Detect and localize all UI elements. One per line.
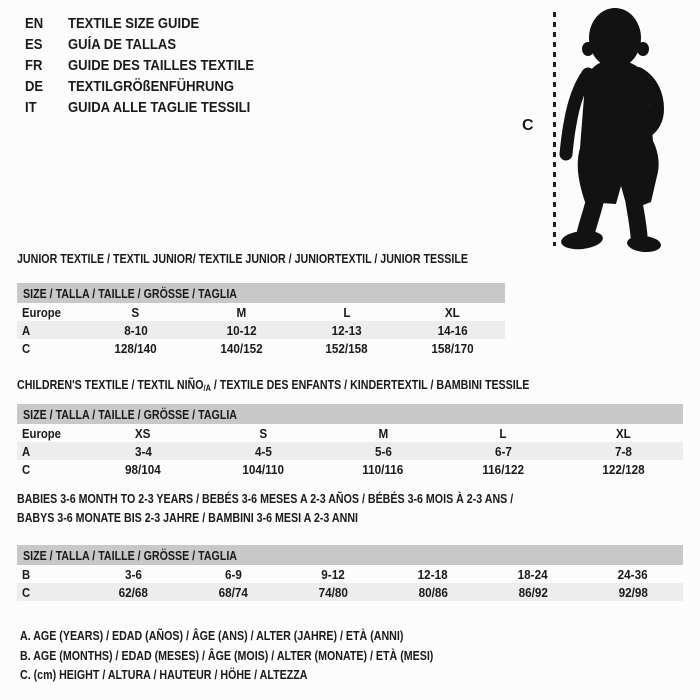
- table-row: [17, 583, 683, 601]
- language-row: [25, 55, 282, 76]
- text-label: SIZE / TALLA / TAILLE / GRÖSSE / TAGLIA: [23, 285, 237, 301]
- table-cell: [323, 444, 443, 459]
- table-body: [17, 565, 683, 601]
- measure-label-c: C: [522, 117, 534, 134]
- table-cell: [383, 585, 483, 600]
- table-cell: [294, 305, 400, 320]
- table-cell: [83, 305, 189, 320]
- text-label: 3-6: [124, 566, 142, 582]
- junior-textile-section: [17, 249, 505, 357]
- text-label: C: [22, 340, 31, 356]
- table-cell: [400, 341, 506, 356]
- text-label: M: [236, 304, 247, 320]
- row-label: [17, 585, 83, 600]
- childrens-size-table: [17, 404, 683, 478]
- table-cell: [323, 462, 443, 477]
- title-part: /A: [203, 383, 211, 393]
- table-title-line: [17, 375, 683, 394]
- table-title-line: [17, 489, 683, 508]
- text-label: SIZE / TALLA / TAILLE / GRÖSSE / TAGLIA: [23, 547, 237, 563]
- table-row: [17, 424, 683, 442]
- text-label: IT: [25, 99, 37, 116]
- text-label: 18-24: [518, 566, 548, 582]
- text-label: Europe: [22, 425, 61, 441]
- text-label: 140/152: [220, 340, 263, 356]
- table-cell: [583, 585, 683, 600]
- table-title-text: [17, 375, 529, 398]
- table-cell: [83, 341, 189, 356]
- language-code: [25, 57, 68, 74]
- language-title: [68, 15, 219, 32]
- table-cell: [443, 444, 563, 459]
- text-label: 110/116: [362, 461, 404, 477]
- text-label: L: [343, 304, 351, 320]
- text-label: S: [259, 425, 267, 441]
- text-label: Europe: [22, 304, 61, 320]
- table-cell: [283, 585, 383, 600]
- text-label: 12-13: [331, 322, 362, 338]
- table-cell: [83, 426, 203, 441]
- text-label: FR: [25, 57, 43, 74]
- language-title: [68, 99, 277, 116]
- table-cell: [183, 567, 283, 582]
- table-cell: [483, 585, 583, 600]
- text-label: 3-4: [134, 443, 152, 459]
- row-label: [17, 462, 83, 477]
- text-label: XL: [615, 425, 631, 441]
- text-label: GUÍA DE TALLAS: [68, 36, 177, 53]
- table-cell: [203, 444, 323, 459]
- text-label: C. (cm) HEIGHT / ALTURA / HAUTEUR / HÖHE / ALTEZZA: [20, 667, 308, 682]
- title-part: CHILDREN'S TEXTILE / TEXTIL NIÑO: [17, 377, 204, 392]
- table-cell: [443, 462, 563, 477]
- title-part: / TEXTILE DES ENFANTS / KINDERTEXTIL / BAMBINI TESSILE: [210, 377, 530, 392]
- text-label: SIZE / TALLA / TAILLE / GRÖSSE / TAGLIA: [23, 406, 237, 422]
- size-header-bar: [17, 404, 683, 424]
- text-label: A: [22, 443, 31, 459]
- table-cell: [189, 305, 295, 320]
- baby-silhouette-image: [558, 6, 692, 252]
- row-label: [17, 444, 83, 459]
- table-body: [17, 424, 683, 478]
- text-label: XL: [444, 304, 460, 320]
- table-cell: [294, 323, 400, 338]
- language-row: [25, 97, 282, 118]
- language-row: [25, 13, 282, 34]
- text-label: 92/98: [618, 584, 648, 600]
- text-label: B. AGE (MONTHS) / EDAD (MESES) / ÂGE (MOIS) / ALTER (MONATE) / ETÀ (MESI): [20, 647, 434, 663]
- table-cell: [203, 426, 323, 441]
- text-label: C: [22, 584, 31, 600]
- footnote-line: [20, 626, 524, 646]
- text-label: L: [499, 425, 507, 441]
- table-title-text: [17, 249, 468, 268]
- junior-table-title: [17, 249, 505, 268]
- table-title-text: [17, 508, 358, 527]
- table-cell: [563, 462, 683, 477]
- text-label: 74/80: [318, 584, 348, 600]
- table-cell: [83, 462, 203, 477]
- text-label: 80/86: [418, 584, 448, 600]
- text-label: TEXTILGRÖßENFÜHRUNG: [68, 78, 235, 95]
- language-list: [25, 13, 282, 118]
- table-cell: [83, 323, 189, 338]
- language-row: [25, 76, 282, 97]
- table-cell: [183, 585, 283, 600]
- size-header-bar: [17, 283, 505, 303]
- table-cell: [294, 341, 400, 356]
- text-label: ES: [25, 36, 43, 53]
- text-label: 158/170: [431, 340, 474, 356]
- row-label: [17, 426, 83, 441]
- babies-size-table: [17, 545, 683, 601]
- table-cell: [283, 567, 383, 582]
- table-cell: [583, 567, 683, 582]
- size-header-bar: [17, 545, 683, 565]
- text-label: XS: [135, 425, 151, 441]
- text-label: 4-5: [254, 443, 272, 459]
- text-label: C: [22, 461, 31, 477]
- junior-size-table: [17, 283, 505, 357]
- table-row: [17, 303, 505, 321]
- table-cell: [563, 426, 683, 441]
- text-label: 62/68: [118, 584, 148, 600]
- table-row: [17, 339, 505, 357]
- babies-table-title: [17, 489, 683, 527]
- language-code: [25, 99, 68, 116]
- table-cell: [203, 462, 323, 477]
- text-label: 152/158: [325, 340, 368, 356]
- table-row: [17, 460, 683, 478]
- text-label: S: [131, 304, 140, 320]
- table-cell: [83, 567, 183, 582]
- text-label: 12-18: [418, 566, 448, 582]
- table-cell: [383, 567, 483, 582]
- language-title: [68, 57, 282, 74]
- text-label: B: [22, 566, 31, 582]
- text-label: 8-10: [124, 322, 148, 338]
- text-label: 5-6: [374, 443, 392, 459]
- language-code: [25, 78, 68, 95]
- text-label: 14-16: [437, 322, 468, 338]
- text-label: A. AGE (YEARS) / EDAD (AÑOS) / ÂGE (ANS) / ALTER (JAHRE) / ETÀ (ANNI): [20, 628, 404, 643]
- text-label: 6-7: [494, 443, 512, 459]
- text-label: 86/92: [518, 584, 548, 600]
- text-label: 7-8: [614, 443, 632, 459]
- table-cell: [189, 341, 295, 356]
- table-title-line: [17, 508, 683, 527]
- table-row: [17, 442, 683, 460]
- footnote-line: [20, 665, 524, 685]
- row-label: [17, 341, 83, 356]
- text-label: DE: [25, 78, 44, 95]
- table-row: [17, 321, 505, 339]
- table-cell: [189, 323, 295, 338]
- title-part: JUNIOR TEXTILE / TEXTIL JUNIOR/ TEXTILE JUNIOR / JUNIORTEXTIL / JUNIOR TESSILE: [17, 251, 468, 266]
- table-cell: [483, 567, 583, 582]
- text-label: 104/110: [242, 461, 284, 477]
- text-label: 116/122: [482, 461, 524, 477]
- row-label: [17, 305, 83, 320]
- text-label: EN: [25, 15, 44, 32]
- text-label: 6-9: [224, 566, 242, 582]
- table-title-text: [17, 489, 513, 508]
- table-cell: [83, 444, 203, 459]
- text-label: TEXTILE SIZE GUIDE: [68, 15, 200, 32]
- height-measure-dashed-line: [553, 12, 556, 246]
- text-label: 10-12: [226, 322, 257, 338]
- text-label: 68/74: [218, 584, 248, 600]
- table-body: [17, 303, 505, 357]
- table-cell: [400, 323, 506, 338]
- row-label: [17, 323, 83, 338]
- table-cell: [443, 426, 563, 441]
- language-title: [68, 36, 192, 53]
- text-label: 24-36: [618, 566, 648, 582]
- language-row: [25, 34, 282, 55]
- text-label: A: [22, 322, 31, 338]
- title-part: BABYS 3-6 MONATE BIS 2-3 JAHRE / BAMBINI 3-6 MESI A 2-3 ANNI: [17, 510, 358, 525]
- footnotes: [20, 626, 524, 685]
- table-cell: [83, 585, 183, 600]
- table-cell: [323, 426, 443, 441]
- language-code: [25, 15, 68, 32]
- text-label: 128/140: [114, 340, 157, 356]
- babies-textile-section: [17, 489, 683, 601]
- childrens-table-title: [17, 375, 683, 394]
- text-label: GUIDA ALLE TAGLIE TESSILI: [68, 99, 251, 116]
- table-cell: [563, 444, 683, 459]
- title-part: BABIES 3-6 MONTH TO 2-3 YEARS / BEBÉS 3-6 MESES A 2-3 AÑOS / BÉBÉS 3-6 MOIS À 2-3 ANS /: [17, 491, 514, 506]
- row-label: [17, 567, 83, 582]
- language-title: [68, 78, 259, 95]
- footnote-line: [20, 646, 524, 666]
- text-label: 98/104: [125, 461, 161, 477]
- text-label: M: [378, 425, 388, 441]
- table-title-line: [17, 249, 505, 268]
- text-label: GUIDE DES TAILLES TEXTILE: [68, 57, 255, 74]
- text-label: 9-12: [321, 566, 345, 582]
- table-row: [17, 565, 683, 583]
- childrens-textile-section: [17, 375, 683, 478]
- text-label: 122/128: [601, 461, 645, 477]
- language-code: [25, 36, 68, 53]
- table-cell: [400, 305, 506, 320]
